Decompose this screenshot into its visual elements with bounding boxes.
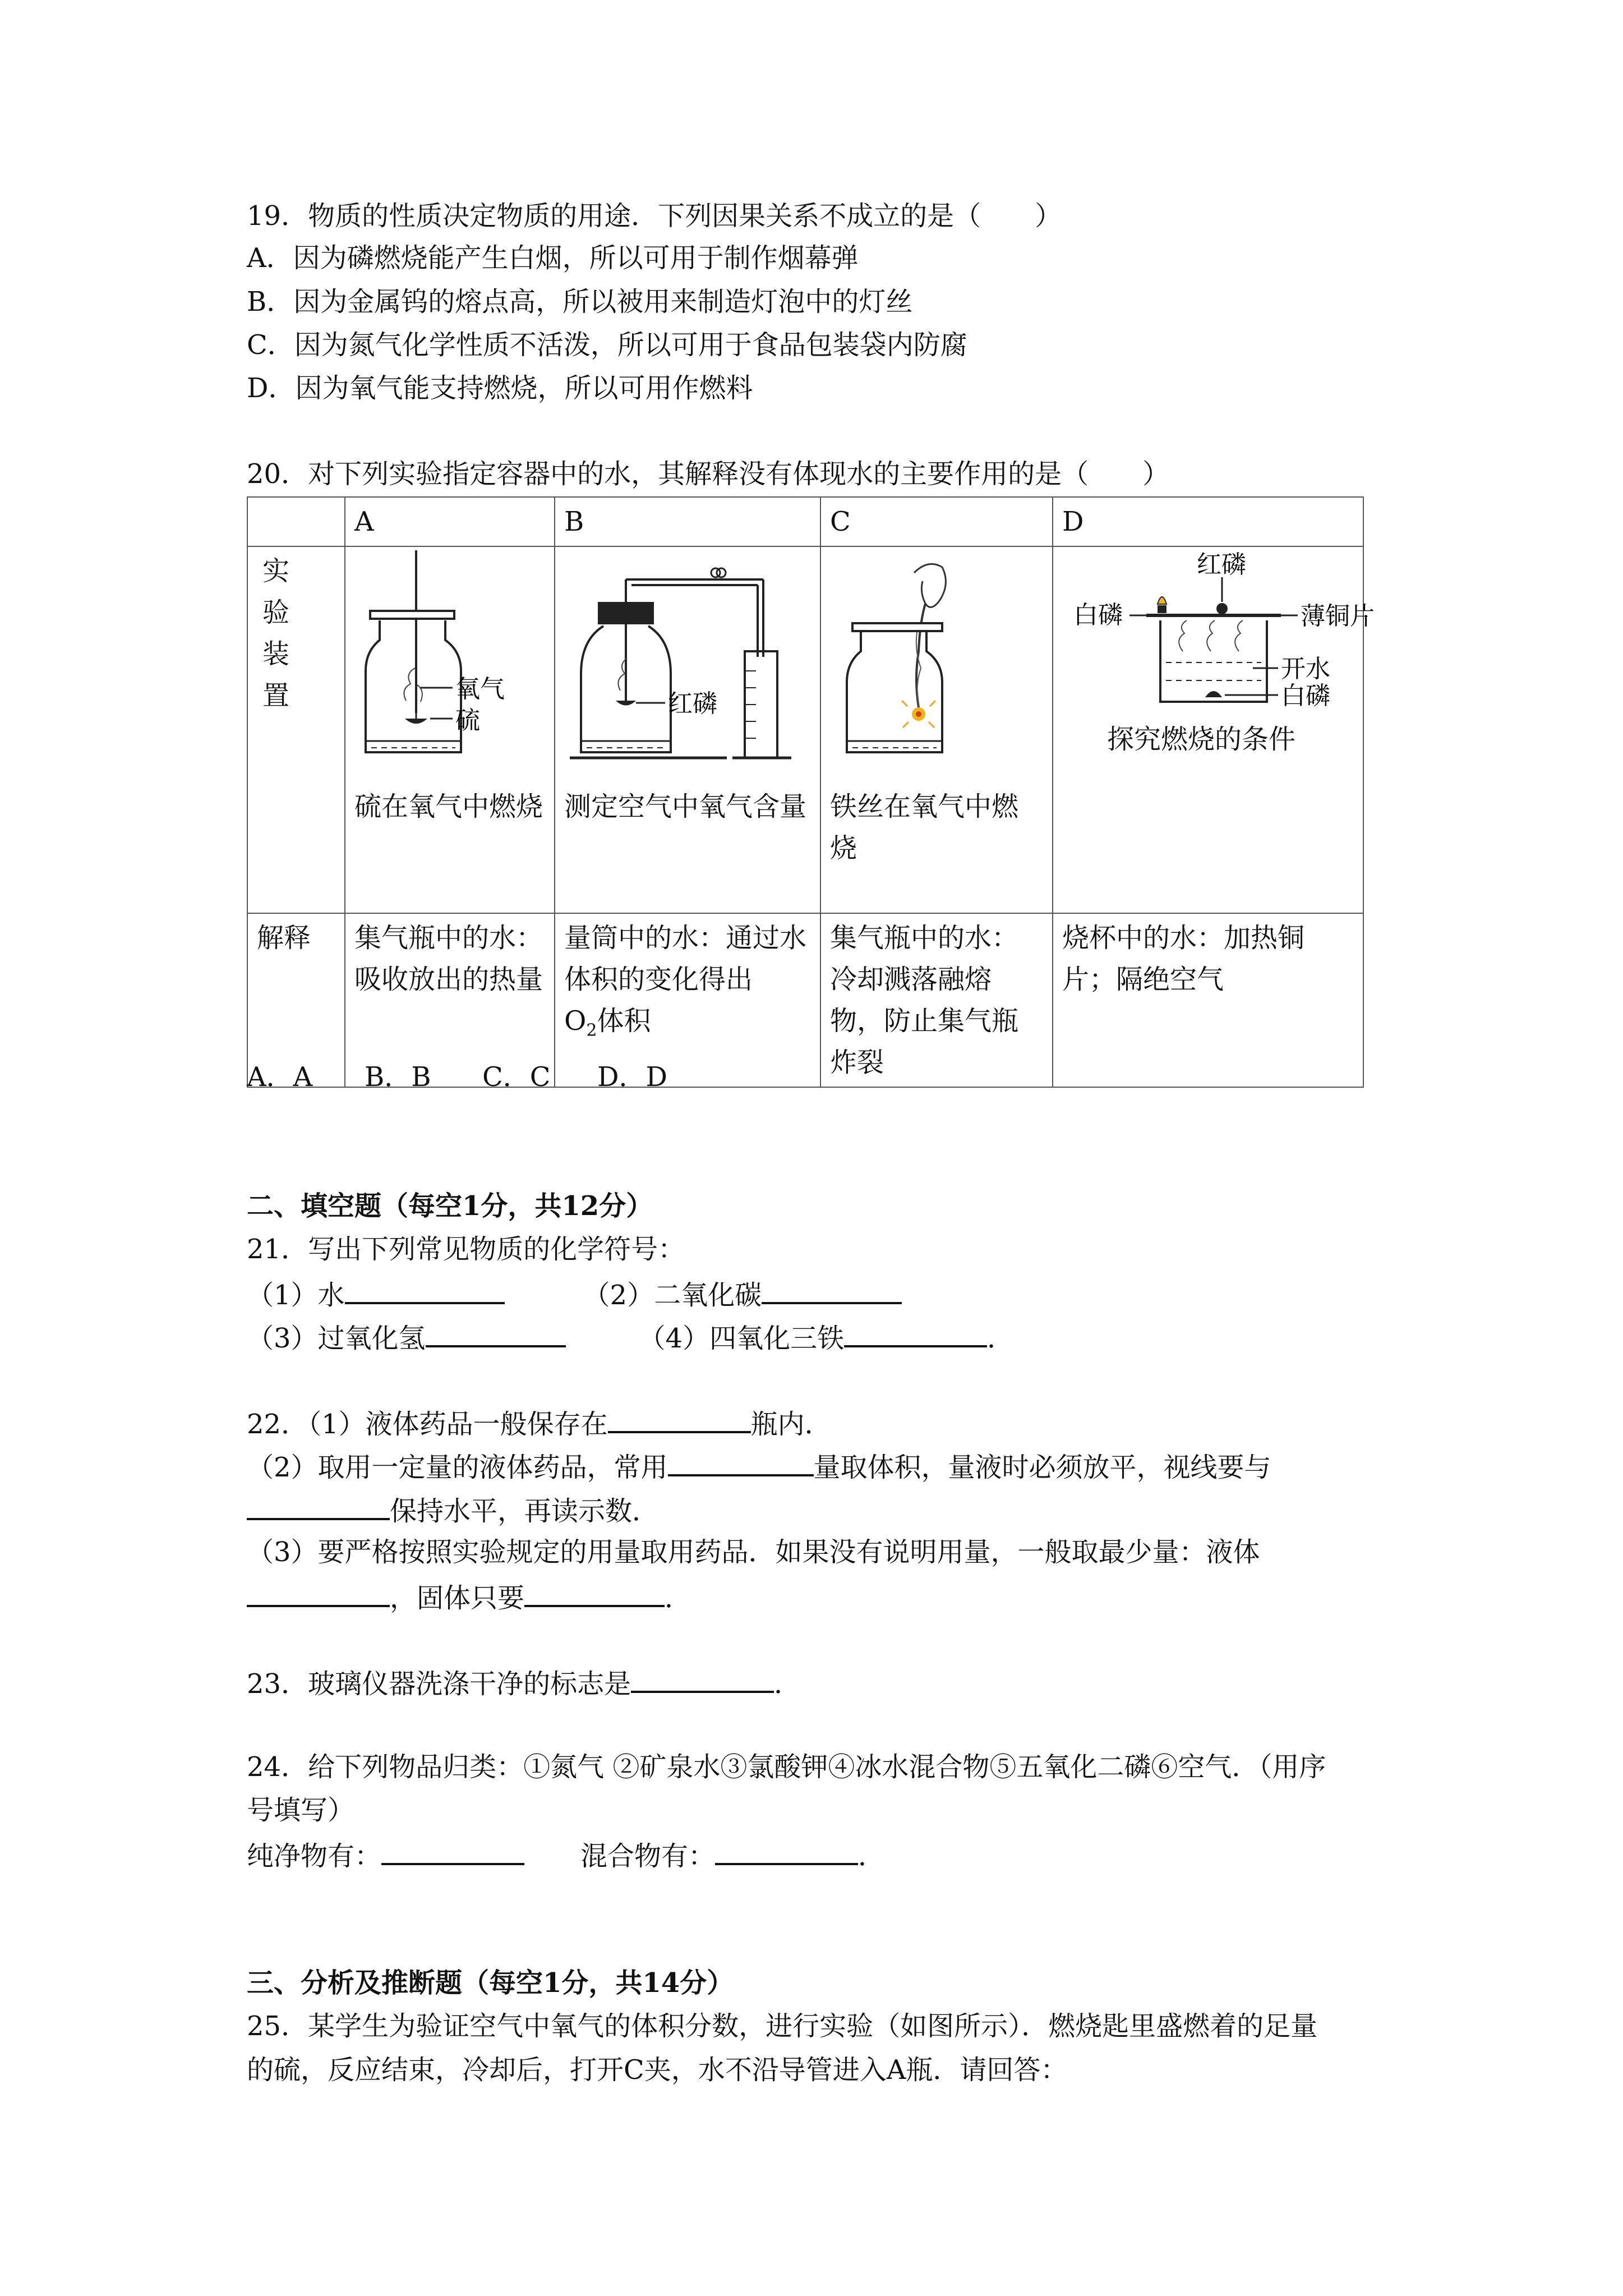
- q21-item-1: （1）水: [247, 1280, 345, 1311]
- q21-item-2: （2）二氧化碳: [583, 1280, 762, 1311]
- q20-caption-c: 铁丝在氧气中燃烧: [830, 791, 1019, 864]
- q21-blank-4[interactable]: [844, 1319, 987, 1347]
- white-phosphorus-top-label: 白磷: [1073, 601, 1123, 629]
- q24-stem-line1: 24．给下列物品归类：①氮气 ②矿泉水③氯酸钾④冰水混合物⑤五氧化二磷⑥空气．（用序: [247, 1751, 1326, 1783]
- o2-symbol: $O_2$体积: [564, 1005, 651, 1041]
- q20-stem: 20．对下列实验指定容器中的水，其解释没有体现水的主要作用的是（ ）: [247, 458, 1170, 490]
- copper-sheet-label: 薄铜片: [1301, 602, 1375, 631]
- sulfur-label: 硫: [455, 706, 480, 735]
- q20-setup-row: [247, 546, 1363, 913]
- iron-wire-combustion-figure: [830, 550, 1038, 786]
- q19-option-a: A．因为磷燃烧能产生白烟，所以可用于制作烟幕弹: [247, 242, 859, 274]
- section3-title: 三、分析及推断题（每空1分，共14分）: [247, 1967, 734, 1999]
- q23: 23．玻璃仪器洗涤干净的标志是 ．: [247, 1665, 801, 1701]
- q22-blank-1[interactable]: [608, 1405, 751, 1433]
- q20-header-c: C: [820, 497, 1053, 546]
- q22-part3b: ，固体只要 ．: [247, 1579, 691, 1615]
- q22-blank-2[interactable]: [668, 1448, 814, 1476]
- q21-blank-2[interactable]: [762, 1276, 902, 1304]
- q20-setup-label: 实验装置: [247, 546, 345, 913]
- q20-answer-a: A．A: [247, 1061, 313, 1093]
- q21-blank-3[interactable]: [426, 1319, 566, 1347]
- q21-row1: [247, 1276, 902, 1312]
- q25-line2: 的硫，反应结束，冷却后，打开C夹，水不沿导管进入A瓶．请回答：: [247, 2054, 1068, 2086]
- q21-item-3: （3）过氧化氢: [247, 1323, 426, 1354]
- q21-item-4: （4）四氧化三铁: [638, 1323, 845, 1354]
- section2-title: 二、填空题（每空1分，共12分）: [247, 1190, 653, 1222]
- q21-blank-1[interactable]: [345, 1276, 505, 1304]
- boiling-water-label: 开水: [1281, 655, 1330, 683]
- white-phosphorus-bottom-label: 白磷: [1281, 682, 1330, 710]
- oxygen-label: 氧气: [455, 675, 505, 703]
- q20-explain-c: 集气瓶中的水：冷却溅落融熔物，防止集气瓶炸裂: [820, 913, 1053, 1087]
- q22-blank-4[interactable]: [247, 1579, 390, 1607]
- q21-row2: （3）过氧化氢 （4）四氧化三铁 ．: [247, 1319, 1014, 1355]
- q20-corner-cell: [247, 497, 345, 546]
- q22-part2b: 保持水平，再读示数．: [247, 1492, 659, 1528]
- combustion-conditions-figure: [1062, 550, 1375, 719]
- q24-pure-blank[interactable]: [381, 1837, 524, 1865]
- q23-blank[interactable]: [631, 1665, 774, 1693]
- red-phosphorus-label-d: 红磷: [1197, 550, 1246, 579]
- q24-mixture-blank[interactable]: [715, 1837, 858, 1865]
- q20-explain-a: 集气瓶中的水：吸收放出的热量: [345, 913, 555, 1087]
- q19-option-c: C．因为氮气化学性质不活泼，所以可用于食品包装袋内防腐: [247, 329, 967, 361]
- q20-header-b: B: [555, 497, 820, 546]
- q20-answer-c: C．C: [482, 1061, 551, 1093]
- q21-stem: 21．写出下列常见物质的化学符号：: [247, 1234, 685, 1265]
- q20-cell-b: [555, 546, 820, 913]
- q20-header-d: D: [1053, 497, 1363, 546]
- q20-table: [247, 496, 1375, 1088]
- q20-cell-c: [820, 546, 1053, 913]
- q19-stem: 19．物质的性质决定物质的用途．下列因果关系不成立的是（ ）: [247, 200, 1062, 232]
- q20-cell-d: [1053, 546, 1375, 913]
- q22-blank-3[interactable]: [247, 1492, 390, 1520]
- q22-blank-5[interactable]: [524, 1579, 665, 1607]
- oxygen-content-figure: [564, 550, 805, 786]
- q20-header-a: A: [345, 497, 555, 546]
- sulfur-combustion-figure: [354, 550, 540, 786]
- q24-stem-line2: 号填写）: [247, 1795, 355, 1826]
- red-phosphorus-label-b: 红磷: [668, 689, 717, 718]
- q20-cell-a: [345, 546, 555, 913]
- q22-part2: （2）取用一定量的液体药品，常用 量取体积，量液时必须放平，视线要与: [247, 1448, 1271, 1484]
- q20-caption-a: 硫在氧气中燃烧: [354, 791, 543, 822]
- q22-part3: （3）要严格按照实验规定的用量取用药品．如果没有说明用量，一般取最少量：液体: [247, 1536, 1260, 1568]
- q20-explain-label: 解释: [247, 913, 345, 1087]
- q20-answer-d: D．D: [597, 1061, 667, 1093]
- q25-line1: 25．某学生为验证空气中氧气的体积分数，进行实验（如图所示）．燃烧匙里盛燃着的足量: [247, 2010, 1318, 2042]
- q20-explain-d: 烧杯中的水：加热铜片；隔绝空气: [1053, 913, 1363, 1087]
- q19-option-d: D．因为氧气能支持燃烧，所以可用作燃料: [247, 372, 753, 404]
- q20-caption-d: 探究燃烧的条件: [1107, 724, 1296, 755]
- q19-option-b: B．因为金属钨的熔点高，所以被用来制造灯泡中的灯丝: [247, 286, 913, 318]
- q20-header-row: [247, 497, 1363, 546]
- q20-explain-b-text: 量筒中的水：通过水体积的变化得出: [564, 922, 807, 995]
- q20-caption-b: 测定空气中氧气含量: [564, 791, 807, 822]
- q20-answer-options: [247, 1060, 667, 1094]
- q24-answers: 纯净物有： 混合物有： ．: [247, 1837, 885, 1873]
- q20-answer-b: B．B: [365, 1061, 431, 1093]
- q22-part1: 22．（1）液体药品一般保存在 瓶内．: [247, 1405, 832, 1441]
